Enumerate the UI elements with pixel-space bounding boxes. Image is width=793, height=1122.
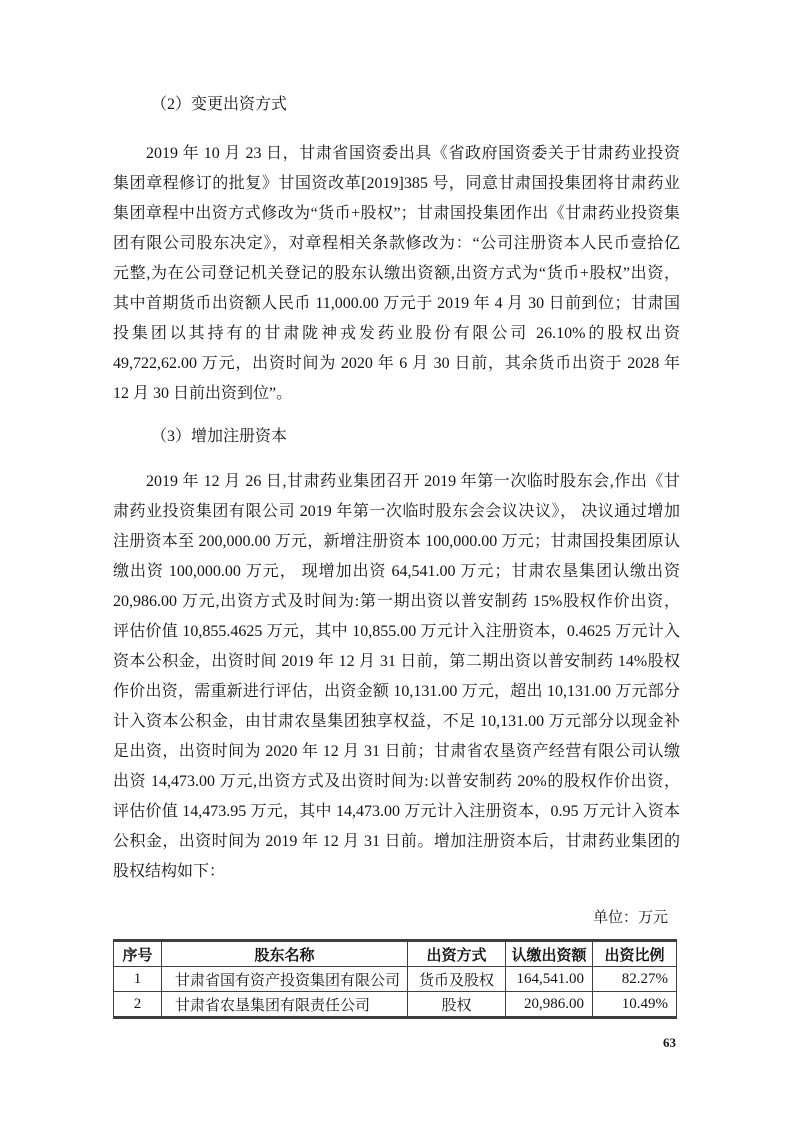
text-line: 股权结构如下： xyxy=(113,863,226,880)
text-line: 49,722,62.00 万元，出资时间为 2020 年 6 月 30 日前，其余货币出资于 2028 年 xyxy=(113,355,680,372)
table-row xyxy=(114,992,677,1018)
cell-contribution-ratio: 82.27% xyxy=(593,967,677,992)
shareholder-structure-table xyxy=(113,939,677,1019)
text-line: 足出资，出资时间为 2020 年 12 月 31 日前；甘肃省农垦资产经营有限公司认缴 xyxy=(113,743,680,760)
header-cell-no: 序号 xyxy=(114,941,162,967)
cell-subscribed-amount: 20,986.00 xyxy=(506,992,593,1018)
cell-contribution-ratio: 10.49% xyxy=(593,992,677,1018)
text-line: 2019 年 10 月 23 日，甘肃省国资委出具《省政府国资委关于甘肃药业投资 xyxy=(146,145,680,162)
section-heading-change-method: （2）变更出资方式 xyxy=(151,96,288,113)
paragraph-change-method xyxy=(113,139,680,409)
cell-contribution-method: 货币及股权 xyxy=(408,967,506,992)
section-heading-increase-capital: （3）增加注册资本 xyxy=(151,428,288,445)
text-line: 团有限公司股东决定》，对章程相关条款修改为：“公司注册资本人民币壹拾亿 xyxy=(113,235,680,252)
header-cell-subscribed-amount: 认缴出资额 xyxy=(506,941,593,967)
cell-no: 1 xyxy=(114,967,162,992)
cell-shareholder-name: 甘肃省农垦集团有限责任公司 xyxy=(162,992,408,1018)
paragraph-increase-capital xyxy=(113,467,680,887)
cell-shareholder-name: 甘肃省国有资产投资集团有限公司 xyxy=(162,967,408,992)
text-line: 评估价值 14,473.95 万元，其中 14,473.00 万元计入注册资本，0.95 万元计入资本 xyxy=(113,803,680,820)
text-line: 2019 年 12 月 26 日,甘肃药业集团召开 2019 年第一次临时股东会,作出《甘 xyxy=(146,473,680,490)
text-line: 集团章程修订的批复》甘国资改革[2019]385 号，同意甘肃国投集团将甘肃药业 xyxy=(113,175,680,192)
text-line: 元整,为在公司登记机关登记的股东认缴出资额,出资方式为“货币+股权”出资， xyxy=(113,265,680,282)
text-line: 投集团以其持有的甘肃陇神戎发药业股份有限公司 26.10%的股权出资 xyxy=(113,325,680,342)
text-line: 资本公积金，出资时间 2019 年 12 月 31 日前，第二期出资以普安制药 14%股权 xyxy=(113,653,680,670)
text-line: 计入资本公积金，由甘肃农垦集团独享权益，不足 10,131.00 万元部分以现金补 xyxy=(113,713,680,730)
text-line: 缴出资 100,000.00 万元， 现增加出资 64,541.00 万元；甘肃农垦集团认缴出资 xyxy=(113,563,680,580)
text-line: 肃药业投资集团有限公司 2019 年第一次临时股东会会议决议》， 决议通过增加 xyxy=(113,503,680,520)
cell-no: 2 xyxy=(114,992,162,1018)
unit-label: 单位：万元 xyxy=(592,910,668,926)
cell-subscribed-amount: 164,541.00 xyxy=(506,967,593,992)
text-line: 集团章程中出资方式修改为“货币+股权”；甘肃国投集团作出《甘肃药业投资集 xyxy=(113,205,680,222)
cell-contribution-method: 股权 xyxy=(408,992,506,1018)
text-line: 其中首期货币出资额人民币 11,000.00 万元于 2019 年 4 月 30 日前到位；甘肃国 xyxy=(113,295,680,312)
text-line: 12 月 30 日前出资到位”。 xyxy=(113,385,293,402)
table-row xyxy=(114,967,677,992)
header-cell-contribution-ratio: 出资比例 xyxy=(593,941,677,967)
text-line: 公积金，出资时间为 2019 年 12 月 31 日前。增加注册资本后，甘肃药业集团的 xyxy=(113,833,680,850)
text-line: 评估价值 10,855.4625 万元，其中 10,855.00 万元计入注册资本，0.4625 万元计入 xyxy=(113,623,680,640)
page-number: 63 xyxy=(663,1035,676,1050)
text-line: 注册资本至 200,000.00 万元，新增注册资本 100,000.00 万元；甘肃国投集团原认 xyxy=(113,533,680,550)
header-cell-contribution-method: 出资方式 xyxy=(408,941,506,967)
header-cell-shareholder-name: 股东名称 xyxy=(162,941,408,967)
page-content xyxy=(113,0,680,1051)
text-line: 出资 14,473.00 万元,出资方式及出资时间为:以普安制药 20%的股权作价出资， xyxy=(113,773,680,790)
text-line: 作价出资，需重新进行评估，出资金额 10,131.00 万元，超出 10,131.00 万元部分 xyxy=(113,683,680,700)
table-header-row xyxy=(114,941,677,967)
text-line: 20,986.00 万元,出资方式及时间为:第一期出资以普安制药 15%股权作价出资， xyxy=(113,593,680,610)
